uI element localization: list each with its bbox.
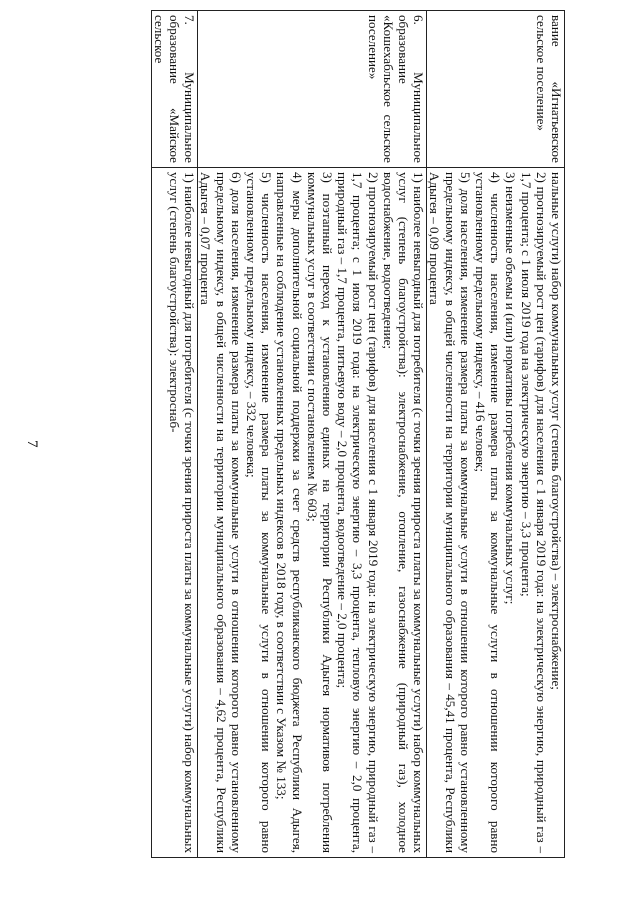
parameter-item: 3) поэтапный переход к установлению единых на территории Республики Адыгея нормативов потребления коммунальных услуг в соответствии с постановлением № 603; <box>304 172 335 853</box>
parameter-item: 1) наиболее невыгодный для потребителя (с точки зрения прироста платы за коммунальные услуги) набор коммунальных услуг (степень благоустройства): электроснабжение, отопление, газоснабжение (природный газ), холодное водоснабжение, водоотведение; <box>380 172 427 853</box>
table-row <box>151 11 198 858</box>
municipality-name-cell <box>198 11 427 168</box>
parameter-item: 2) прогнозируемый рост цен (тарифов) для населения с 1 января 2019 года: на электрическую энергию, природный газ – 1,7 процента; с 1 июля 2019 года: на электрическую энергию – 3,3 процента, тепловую энергию – 2,0 процента, природный газ – 1,7 процента, питьевую воду – 2,0 процента, водоотведение – 2,0 процента; <box>335 172 381 853</box>
parameters-cell <box>198 168 427 858</box>
municipality-name-cell <box>427 11 565 168</box>
document-table <box>151 10 565 858</box>
parameter-item: 5) доля населения, изменение размера платы за коммунальные услуги в отношении которого равно установленному предельному индексу, в общей численности на территории муниципального образования – 45,41 процента, Республики Адыгея – 0,09 процента <box>427 172 473 853</box>
table-row <box>427 11 565 858</box>
parameter-item: нальные услуги) набор коммунальных услуг (степень благоустройства) – электроснабжение; <box>549 172 564 690</box>
page-number: 7 <box>24 440 40 448</box>
parameter-item: 2) прогнозируемый рост цен (тарифов) для населения с 1 января 2019 года: на электрическую энергию, природный газ – 1,7 процента; с 1 июля 2019 года на электрическую энергию – 3,3 процента; <box>518 172 549 853</box>
parameter-item: 6) доля населения, изменение размера платы за коммунальные услуги в отношении которого равно установленному предельному индексу, в общей численности на территории муниципального образования – 4,62 процента, Республики Адыгея – 0,07 процента <box>198 172 244 853</box>
table-row <box>198 11 427 858</box>
municipality-name: 7. Муниципальное образование «Майское сельское <box>151 15 198 163</box>
parameter-item: 4) меры дополнительной социальной поддержки за счет средств республиканского бюджета Республики Адыгея, направленные на соблюдение установленных предельных индексов в 2018 году, в соответствии с Указом № 133; <box>274 172 305 853</box>
municipality-name-cell <box>151 11 198 168</box>
parameters-cell <box>427 168 565 858</box>
municipality-name: 6. Муниципальное образование «Кошехабльское сельское поселение» <box>365 15 427 163</box>
parameter-item: 3) неизменные объемы и (или) нормативы потребления коммунальных услуг; <box>503 172 519 605</box>
parameter-item: 1) наиболее невыгодный для потребителя (с точки зрения прироста платы за коммунальные услуги) набор коммунальных услуг (степень благоустройства): электроснаб- <box>166 172 198 853</box>
municipality-name: вание «Игнатьевское сельское поселение» <box>533 15 564 163</box>
parameter-item: 4) численность населения, изменение размера платы за коммунальные услуги в отношении которого равно установленному предельному индексу, – 416 человек; <box>472 172 504 853</box>
parameter-item: 5) численность населения, изменение размера платы за коммунальные услуги в отношении которого равно установленному предельному индексу, – 332 человека; <box>243 172 275 853</box>
table-body <box>151 11 564 858</box>
parameters-cell <box>151 168 198 858</box>
